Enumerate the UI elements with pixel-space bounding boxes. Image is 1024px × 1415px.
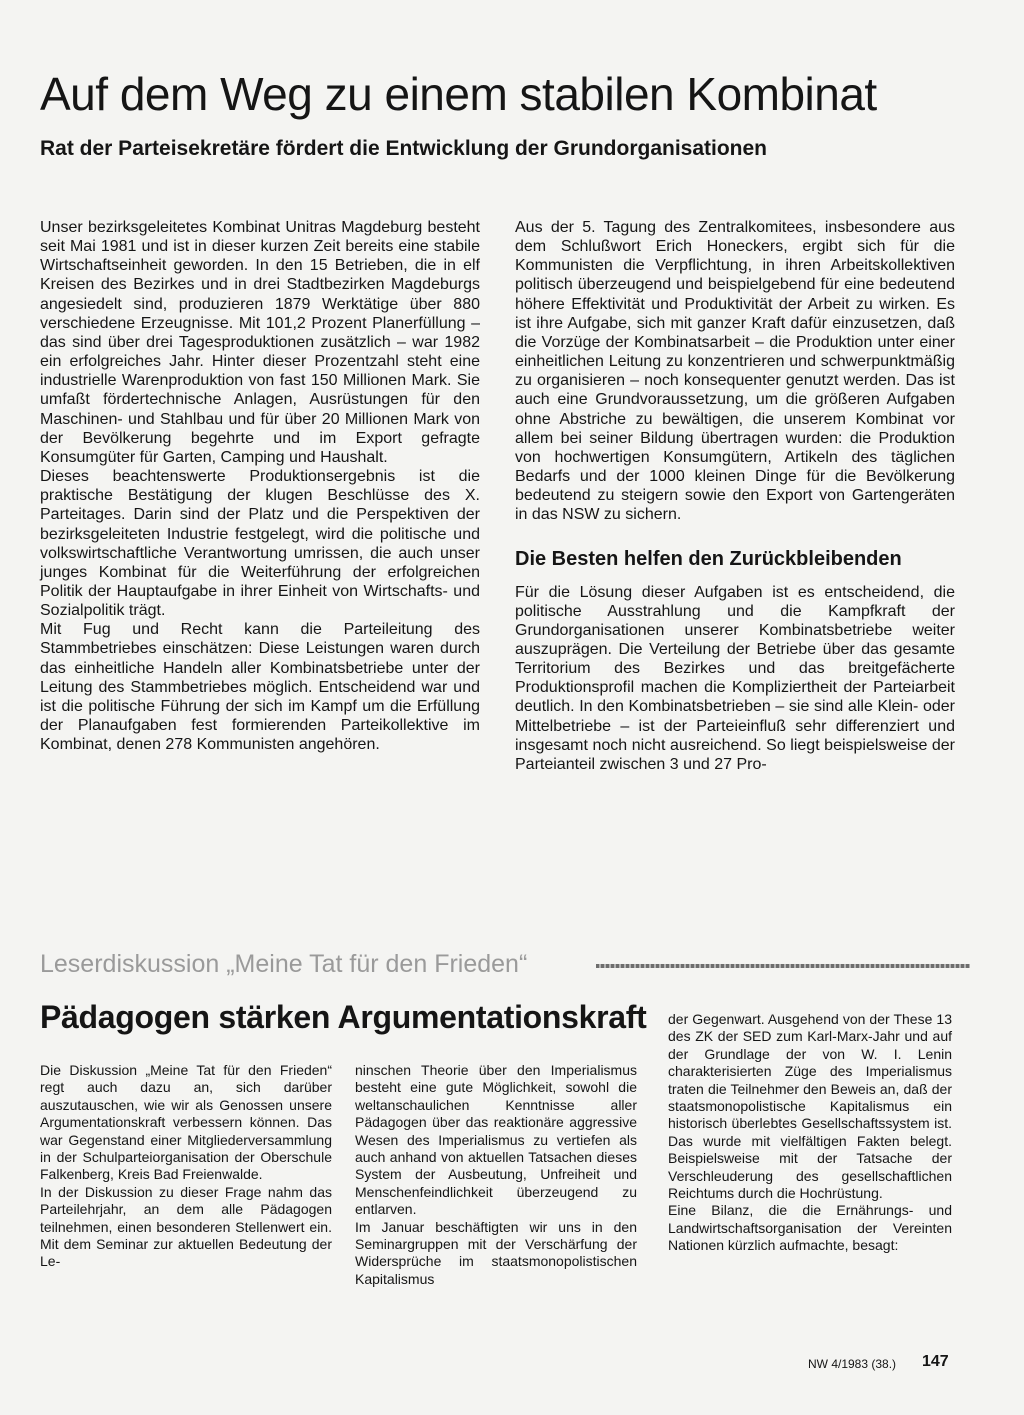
paragraph: In der Diskussion zu dieser Frage nahm das Parteilehrjahr, an dem alle Pädagogen teilnehmen, einen besonderen Stellenwert ein. Mit dem Seminar zur aktuellen Bedeutung der Le- xyxy=(40,1183,332,1270)
article-column-2 xyxy=(515,218,955,774)
discussion-banner xyxy=(40,947,970,981)
issue-info: NW 4/1983 (38.) xyxy=(808,1357,897,1371)
paragraph: Dieses beachtenswerte Produktionsergebnis ist die praktische Bestätigung der klugen Beschlüsse des X. Parteitages. Darin sind der Platz und die Perspektiven der bezirksgeleiteten Industrie festgelegt, wird die politische und volkswirtschaftliche Verantwortung umrissen, die auch unser junges Kombinat für die Weiterführung der erfolgreichen Politik der Hauptaufgabe in ihrer Einheit von Wirtschafts- und Sozialpolitik trägt. xyxy=(40,468,480,620)
paragraph: der Gegenwart. Ausgehend von der These 13 des ZK der SED zum Karl-Marx-Jahr und auf der Grundlage der von W. I. Lenin charakterisierten Züge des Imperialismus traten die Teilnehmer den Beweis an, daß der staatsmonopolistische Kapitalismus ein historisch überlebtes Gesellschaftssystem ist. Das wurde mit vielfältigen Fakten belegt. Beispielsweise mit der Tatsache der Verschleuderung des gesellschaftlichen Reichtums durch die Hochrüstung. xyxy=(668,1011,952,1202)
second-article-column-2 xyxy=(355,1062,637,1288)
banner-rule xyxy=(596,964,970,968)
article-title: Auf dem Weg zu einem stabilen Kombinat xyxy=(40,68,877,120)
paragraph: ninschen Theorie über den Imperialismus besteht eine gute Möglichkeit, sowohl die weltanschaulichen Kenntnisse aller Pädagogen über das reaktionäre aggressive Wesen des Imperialismus zu vertiefen als auch anhand von aktuellen Tatsachen dieses System der Ausbeutung, Unfreiheit und Menschenfeindlichkeit überzeugend zu entlarven. xyxy=(355,1062,637,1218)
article-column-1 xyxy=(40,218,480,754)
section-subheading: Die Besten helfen den Zurückbleibenden xyxy=(515,547,902,570)
second-article-title: Pädagogen stärken Argumentationskraft xyxy=(40,999,647,1035)
second-article-column-1 xyxy=(40,1062,332,1271)
paragraph: Eine Bilanz, die die Ernährungs- und Landwirtschaftsorganisation der Vereinten Nationen kürzlich aufmachte, besagt: xyxy=(668,1202,952,1254)
paragraph: Aus der 5. Tagung des Zentralkomitees, insbesondere aus dem Schlußwort Erich Honeckers, ergibt sich für die Kommunisten die Verpflichtung, in ihren Arbeitskollektiven politisch überzeugend und beispielgebend für eine bedeutend höhere Effektivität und Produktivität der Arbeit zu wirken. Es ist ihre Aufgabe, sich mit ganzer Kraft dafür einzusetzen, daß die Vorzüge der Kombinatsarbeit – die Produktion unter einer einheitlichen Leitung zu konzentrieren und schwerpunktmäßig zu organisieren – noch konsequenter genutzt werden. Das ist auch eine Grundvoraussetzung, um die größeren Aufgaben ohne Abstriche zu bewältigen, die unserem Kombinat vor allem bei seiner Bildung übertragen wurden: die Produktion von hochwertigen Konsumgütern, Artikeln des täglichen Bedarfs und der 1000 kleinen Dinge für die Bevölkerung bedeutend zu steigern sowie den Export von Gartengeräten in das NSW zu sichern. xyxy=(515,219,955,524)
paragraph: Die Diskussion „Meine Tat für den Frieden“ regt auch dazu an, sich darüber auszutauschen, wie wir als Genossen unsere Argumentationskraft verbessern können. Das war Gegenstand einer Mitgliederversammlung in der Schulparteiorganisation der Oberschule Falkenberg, Kreis Bad Freienwalde. xyxy=(40,1062,332,1183)
second-article-column-3 xyxy=(668,1011,952,1255)
paragraph: Unser bezirksgeleitetes Kombinat Unitras Magdeburg besteht seit Mai 1981 und ist in dieser kurzen Zeit bereits eine stabile Wirtschaftseinheit geworden. In den 15 Betrieben, die in elf Kreisen des Bezirkes und in drei Stadtbezirken Magdeburgs angesiedelt sind, produzieren 1879 Werktätige über 880 verschiedene Erzeugnisse. Mit 101,2 Prozent Planerfüllung – das sind über drei Tagesproduktionen zusätzlich – war 1982 ein erfolgreiches Jahr. Hinter dieser Prozentzahl steht eine industrielle Warenproduktion von fast 150 Millionen Mark. Sie umfaßt fördertechnische Anlagen, Ausrüstungen für den Maschinen- und Stahlbau und für über 20 Millionen Mark von der Bevölkerung begehrte und im Export gefragte Konsumgüter für Garten, Camping und Haushalt. xyxy=(40,219,480,466)
paragraph: Für die Lösung dieser Aufgaben ist es entscheidend, die politische Ausstrahlung und die Kampfkraft der Grundorganisationen unserer Kombinatsbetriebe weiter auszuprägen. Die Verteilung der Betriebe über das gesamte Territorium des Bezirkes und das breitgefächerte Produktionsprofil machen die Kompliziertheit der Parteiarbeit deutlich. In den Kombinatsbetrieben – sie sind alle Klein- oder Mittelbetriebe – ist der Parteieinfluß sehr differenziert und insgesamt noch nicht ausreichend. So liegt beispielsweise der Parteianteil zwischen 3 und 27 Pro- xyxy=(515,583,955,773)
paragraph: Im Januar beschäftigten wir uns in den Seminargruppen mit der Verschärfung der Widersprüche im staatsmonopolistischen Kapitalismus xyxy=(355,1218,637,1287)
discussion-label: Leserdiskussion „Meine Tat für den Frieden“ xyxy=(40,950,528,978)
paragraph: Mit Fug und Recht kann die Parteileitung des Stammbetriebes einschätzen: Diese Leistungen waren durch das einheitliche Handeln aller Kombinatsbetriebe unter der Leitung des Stammbetriebes möglich. Entscheidend war und ist die politische Führung der sich im Kampf um die Erfüllung der Planaufgaben fest formierenden Parteikollektive im Kombinat, denen 278 Kommunisten angehören. xyxy=(40,621,480,754)
page-number: 147 xyxy=(922,1353,949,1370)
article-subtitle: Rat der Parteisekretäre fördert die Entwicklung der Grundorganisationen xyxy=(40,137,768,160)
